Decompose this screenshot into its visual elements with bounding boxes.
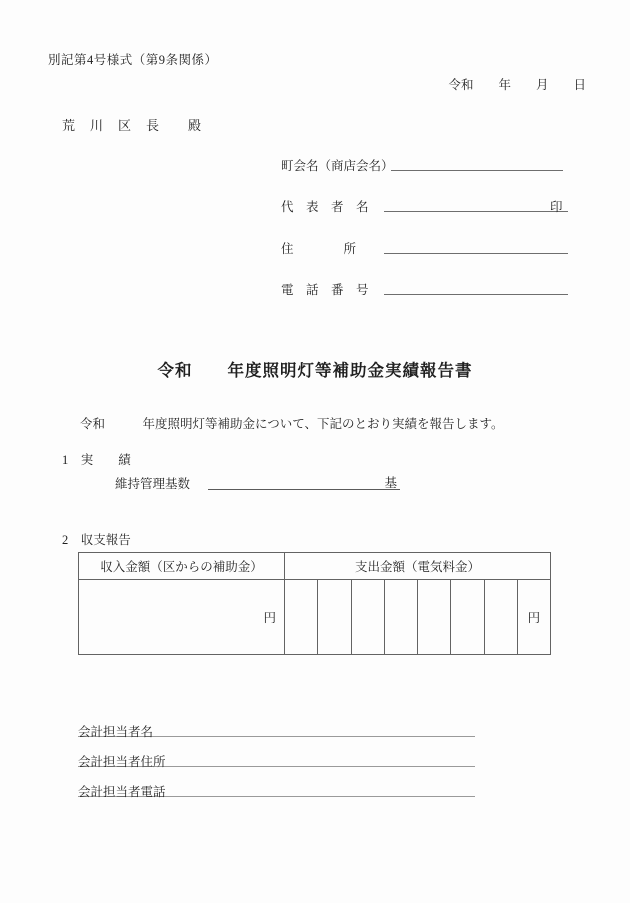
table-header-row	[79, 553, 550, 580]
maintenance-count-label: 維持管理基数	[115, 477, 191, 491]
income-expense-table	[78, 552, 551, 655]
expense-unit: 円	[527, 611, 541, 625]
table-body-row	[79, 580, 550, 654]
income-unit: 円	[263, 611, 276, 625]
association-name-label: 町会名（商店会名）	[281, 159, 394, 173]
expense-amount-cells	[285, 580, 550, 654]
address-label: 住 所	[281, 242, 357, 256]
representative-name-label: 代 表 者 名	[281, 200, 369, 214]
expense-digit-cell	[317, 580, 350, 654]
income-header-cell: 収入金額（区からの補助金）	[79, 553, 285, 579]
expense-digit-cell	[384, 580, 417, 654]
expense-digit-cell	[484, 580, 517, 654]
section1-heading: 1 実 績	[62, 453, 131, 467]
phone-label: 電 話 番 号	[281, 283, 369, 297]
accountant-phone-label: 会計担当者電話	[78, 785, 166, 799]
expense-unit-cell	[517, 580, 550, 654]
expense-digit-cell	[285, 580, 317, 654]
accountant-address-label: 会計担当者住所	[78, 755, 166, 769]
document-title: 令和 年度照明灯等補助金実績報告書	[157, 361, 473, 380]
form-code: 別記第4号様式（第9条関係）	[48, 53, 218, 67]
accountant-phone-field	[78, 782, 475, 797]
income-amount-cell	[79, 580, 285, 654]
expense-header-cell: 支出金額（電気料金）	[354, 560, 480, 574]
intro-sentence: 令和 年度照明灯等補助金について、下記のとおり実績を報告します。	[80, 417, 504, 431]
expense-digit-cell	[351, 580, 384, 654]
expense-digit-cell	[450, 580, 483, 654]
expense-digit-cell	[417, 580, 450, 654]
seal-mark: 印	[550, 200, 563, 214]
date-line: 令和 年 月 日	[448, 78, 586, 92]
representative-name-blank	[384, 211, 568, 212]
phone-blank	[384, 294, 568, 295]
address-blank	[384, 253, 568, 254]
accountant-name-field	[78, 722, 475, 737]
accountant-address-field	[78, 752, 475, 767]
association-name-blank	[391, 170, 563, 171]
addressee: 荒 川 区 長 殿	[62, 118, 203, 133]
section2-heading: 2 収支報告	[62, 533, 131, 547]
accountant-name-label: 会計担当者名	[78, 725, 154, 739]
maintenance-count-unit: 基	[384, 476, 397, 490]
maintenance-count-blank	[208, 473, 400, 490]
